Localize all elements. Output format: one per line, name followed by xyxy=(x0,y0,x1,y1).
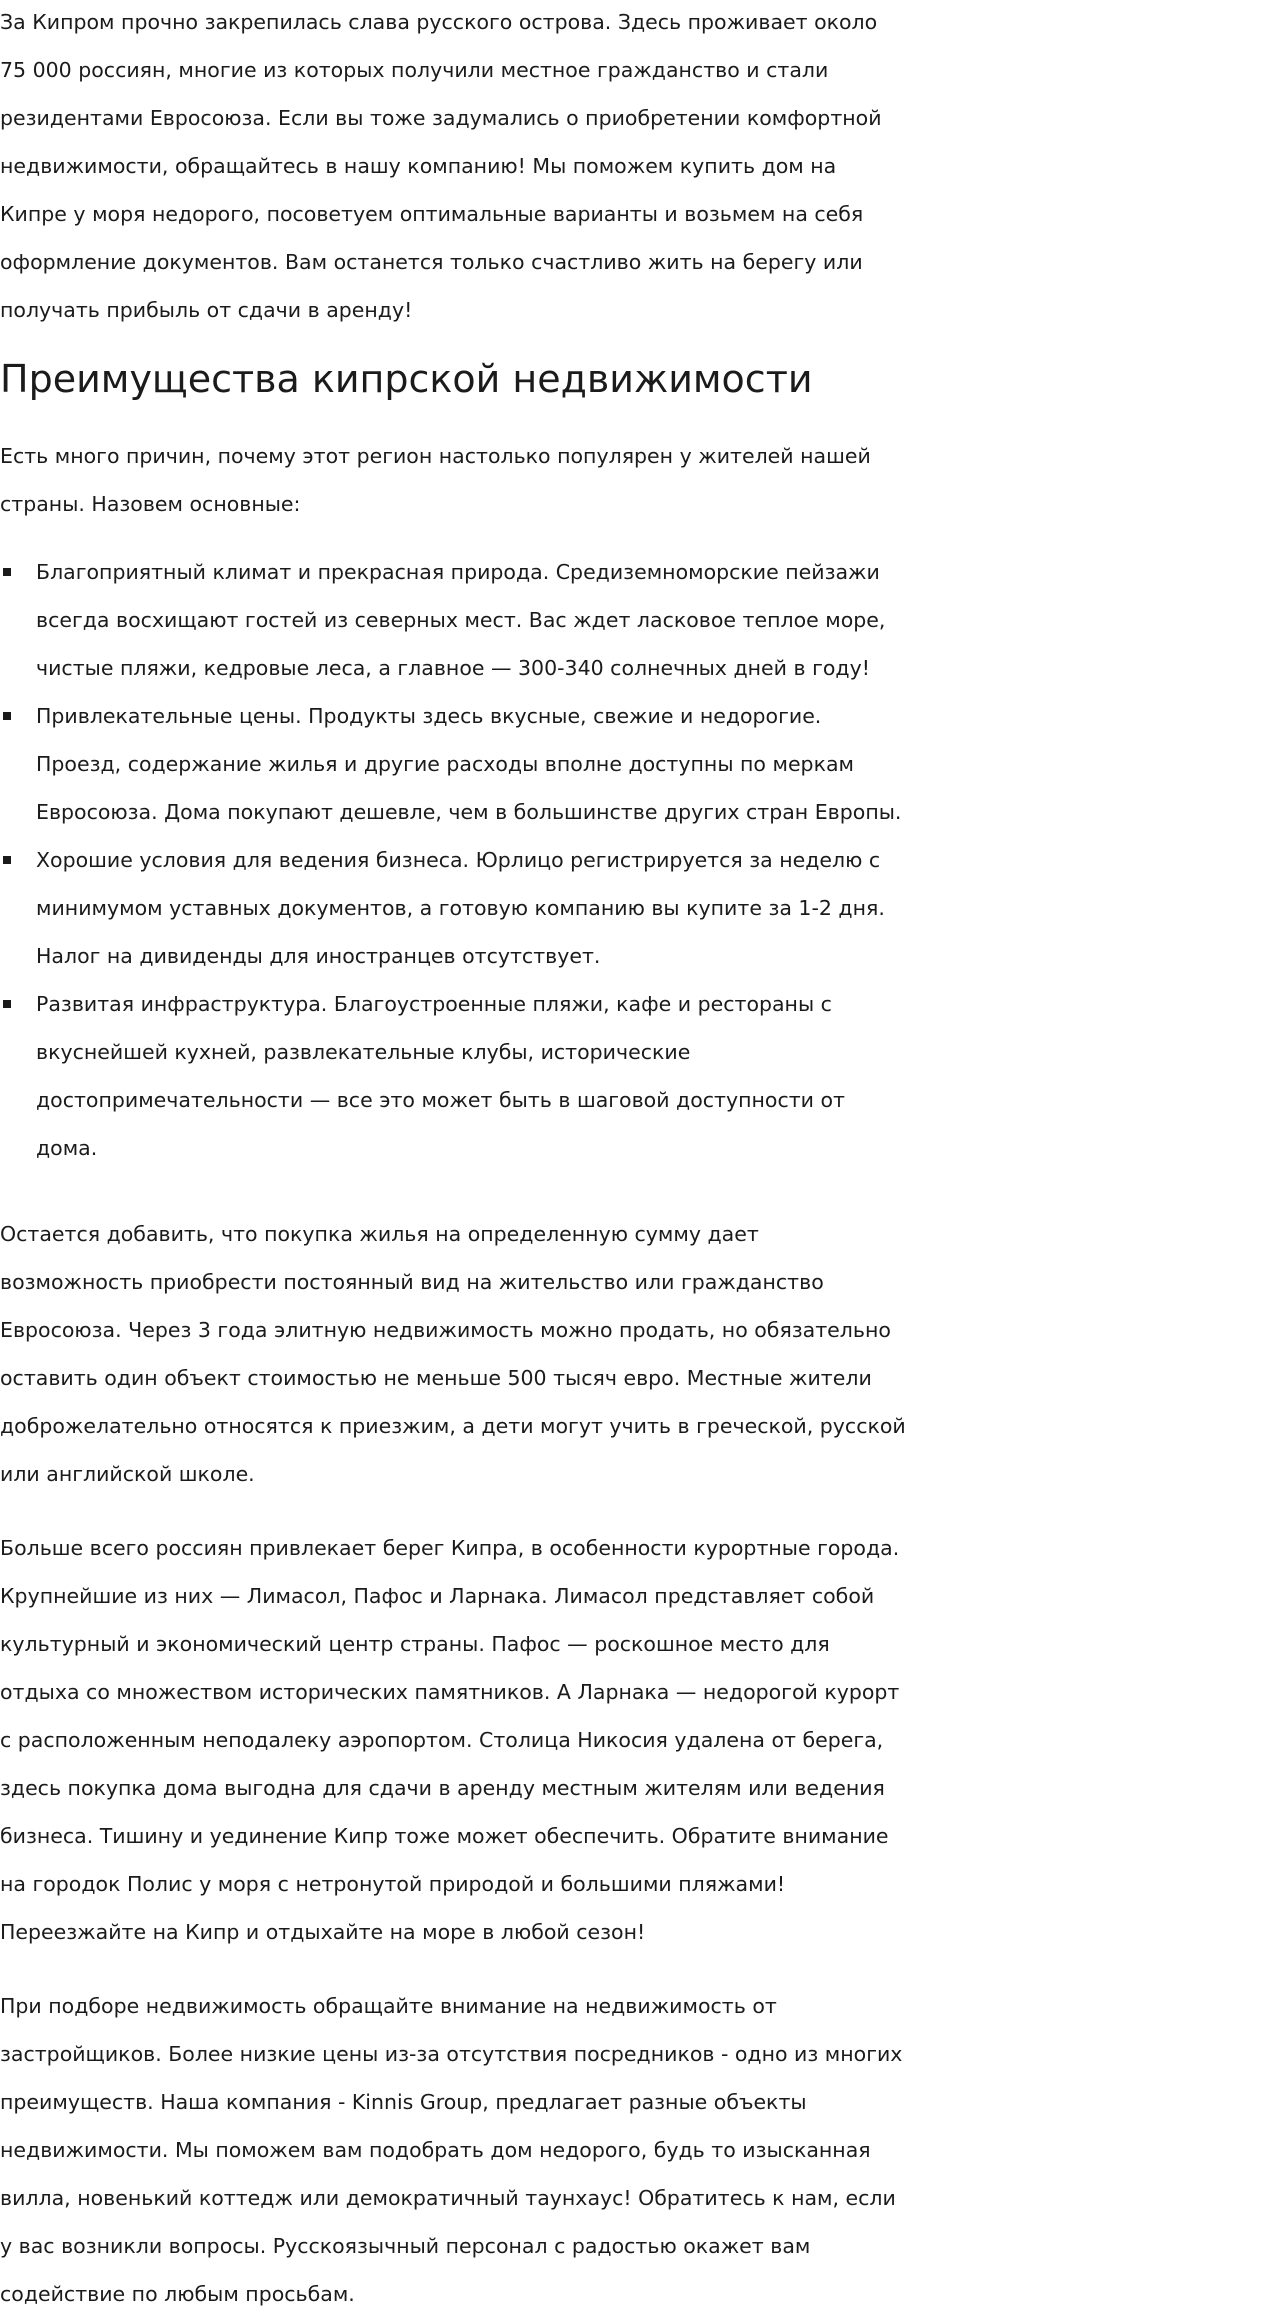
residency-paragraph: Остается добавить, что покупка жилья на определенную сумму дает возможность приобрести постоянный вид на жительство или гражданство Евросоюза. Через 3 года элитную недвижимость можно продать, но обязательно оставить один объект стоимостью не меньше 500 тысяч евро. Местные жители доброжелательно относятся к приезжим, а дети могут учить в греческой, русской или английской школе. xyxy=(0,1222,906,1486)
company-paragraph: При подборе недвижимость обращайте внимание на недвижимость от застройщиков. Более низкие цены из-за отсутствия посредников - одно из многих преимуществ. Наша компания - Kinnis Group, предлагает разные объекты недвижимости. Мы поможем вам подобрать дом недорого, будь то изысканная вилла, новенький коттедж или демократичный таунхаус! Обратитесь к нам, если у вас возникли вопросы. Русскоязычный персонал с радостью окажет вам содействие по любым просьбам. xyxy=(0,1994,903,2306)
intro-paragraph: За Кипром прочно закрепилась слава русского острова. Здесь проживает около 75 000 россиян, многие из которых получили местное гражданство и стали резидентами Евросоюза. Если вы тоже задумались о приобретении комфортной недвижимости, обращайтесь в нашу компанию! Мы поможем купить дом на Кипре у моря недорого, посоветуем оптимальные варианты и возьмем на себя оформление документов. Вам останется только счастливо жить на берегу или получать прибыль от сдачи в аренду! xyxy=(0,10,882,322)
cities-paragraph: Больше всего россиян привлекает берег Кипра, в особенности курортные города. Крупнейшие из них — Лимасол, Пафос и Ларнака. Лимасол представляет собой культурный и экономический центр страны. Пафос — роскошное место для отдыха со множеством исторических памятников. А Ларнака — недорогой курорт с расположенным неподалеку аэропортом. Столица Никосия удалена от берега, здесь покупка дома выгодна для сдачи в аренду местным жителям или ведения бизнеса. Тишину и уединение Кипр тоже может обеспечить. Обратите внимание на городок Полис у моря с нетронутой природой и большими пляжами! Переезжайте на Кипр и отдыхайте на море в любой сезон! xyxy=(0,1536,900,1944)
list-item-text: Развитая инфраструктура. Благоустроенные пляжи, кафе и рестораны с вкуснейшей кухней, развлекательные клубы, исторические достопримечательности — все это может быть в шаговой доступности от дома. xyxy=(36,992,845,1160)
list-item xyxy=(0,548,908,692)
section-heading: Преимущества кипрской недвижимости xyxy=(0,357,813,401)
square-bullet-icon xyxy=(3,712,11,720)
lead-paragraph: Есть много причин, почему этот регион настолько популярен у жителей нашей страны. Назовем основные: xyxy=(0,444,871,516)
list-item xyxy=(0,980,908,1172)
square-bullet-icon xyxy=(3,568,11,576)
list-item-text: Привлекательные цены. Продукты здесь вкусные, свежие и недорогие. Проезд, содержание жилья и другие расходы вполне доступны по меркам Евросоюза. Дома покупают дешевле, чем в большинстве других стран Европы. xyxy=(36,704,902,824)
list-item-text: Хорошие условия для ведения бизнеса. Юрлицо регистрируется за неделю с минимумом уставных документов, а готовую компанию вы купите за 1-2 дня. Налог на дивиденды для иностранцев отсутствует. xyxy=(36,848,885,968)
square-bullet-icon xyxy=(3,1000,11,1008)
square-bullet-icon xyxy=(3,856,11,864)
list-item-text: Благоприятный климат и прекрасная природа. Средиземноморские пейзажи всегда восхищают гостей из северных мест. Вас ждет ласковое теплое море, чистые пляжи, кедровые леса, а главное — 300-340 солнечных дней в году! xyxy=(36,560,886,680)
list-item xyxy=(0,692,908,836)
benefits-list xyxy=(0,548,908,1172)
list-item xyxy=(0,836,908,980)
